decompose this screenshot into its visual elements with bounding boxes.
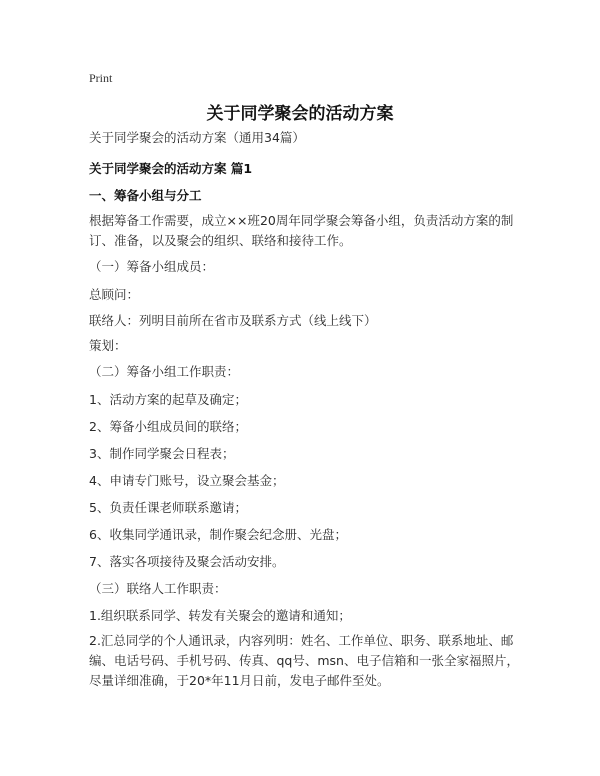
sub1-heading: （一）筹备小组成员：	[89, 259, 215, 274]
duty-item: 3、制作同学聚会日程表；	[89, 446, 235, 461]
print-label: Print	[89, 71, 113, 85]
document-title: 关于同学聚会的活动方案	[206, 104, 394, 124]
duty-item: 1、活动方案的起草及确定；	[89, 392, 247, 407]
duty-item: 4、申请专门账号，设立聚会基金；	[89, 473, 285, 488]
intro-paragraph: 根据筹备工作需要，成立××班20周年同学聚会筹备小组，负责活动方案的制订、准备，以及聚会的组织、联络和接待工作。	[89, 213, 514, 248]
part-heading: 一、筹备小组与分工	[89, 188, 202, 203]
contact-duty-2: 2.汇总同学的个人通讯录，内容列明：姓名、工作单位、职务、联系地址、邮编、电话号码、手机号码、传真、qq号、msn、电子信箱和一张全家福照片，尽量详细准确，于20*年11月日前，发电子邮件至处。	[89, 633, 519, 688]
section-heading: 关于同学聚会的活动方案 篇1	[89, 161, 253, 176]
duty-item: 7、落实各项接待及聚会活动安排。	[89, 554, 285, 569]
planning-line: 策划：	[89, 338, 127, 353]
duty-item: 2、筹备小组成员间的联络；	[89, 419, 247, 434]
contact-line: 联络人：列明目前所在省市及联系方式（线上线下）	[89, 313, 377, 328]
document-subtitle: 关于同学聚会的活动方案（通用34篇）	[89, 130, 305, 145]
duty-item: 5、负责任课老师联系邀请；	[89, 500, 247, 515]
contact-duty-1: 1.组织联系同学、转发有关聚会的邀请和通知；	[89, 608, 351, 623]
duty-item: 6、收集同学通讯录，制作聚会纪念册、光盘；	[89, 527, 347, 542]
sub3-heading: （三）联络人工作职责：	[89, 581, 227, 596]
sub2-heading: （二）筹备小组工作职责：	[89, 364, 240, 379]
advisor-line: 总顾问：	[89, 287, 140, 302]
